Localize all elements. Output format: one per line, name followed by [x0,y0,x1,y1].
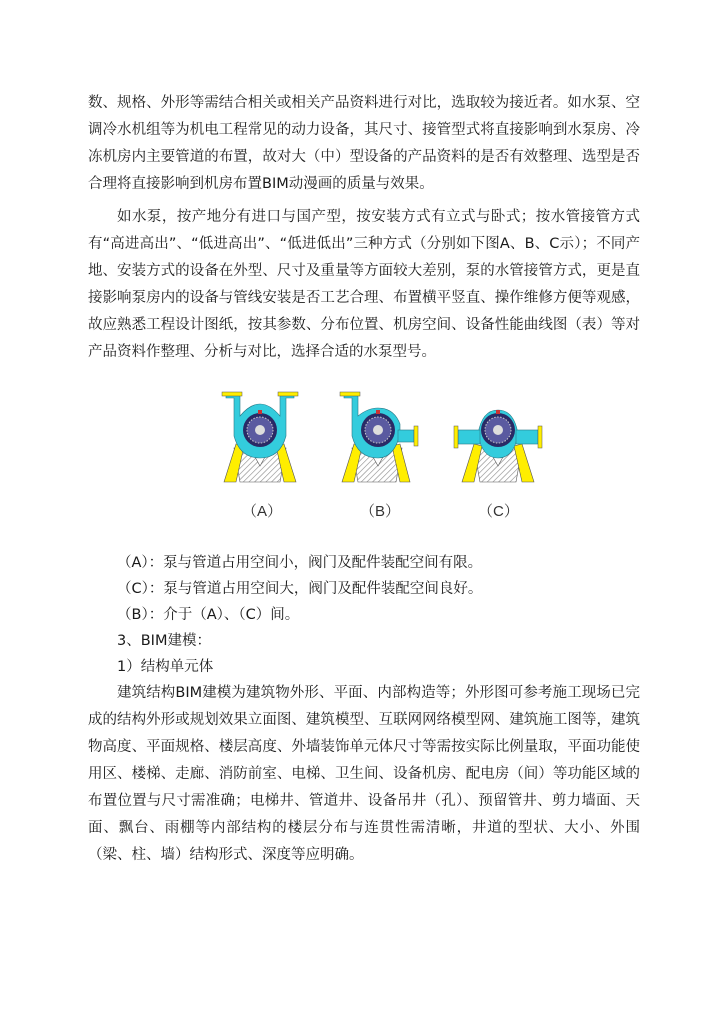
paragraph-3: 建筑结构BIM建模为建筑物外形、平面、内部构造等；外形图可参考施工现场已完成的结构外形或规划效果立面图、建筑模型、互联网网络模型网、建筑施工图等，建筑物高度、平面规格、楼层高度、外墙装饰单元体尺寸等需按实际比例量取，平面功能使用区、楼梯、走廊、消防前室、电梯、卫生间、设备机房、配电房（间）等功能区域的布置位置与尺寸需准确；电梯井、管道井、设备吊井（孔）、预留管井、剪力墙面、天面、飘台、雨棚等内部结构的楼层分布与连贯性需清晰，井道的型状、大小、外围（梁、柱、墙）结构形式、深度等应明确。 [88,685,640,863]
figure-caption-b: （B） [360,503,401,520]
section-heading: 3、BIM建模： [117,633,211,649]
paragraph-2: 如水泵，按产地分有进口与国产型，按安装方式有立式与卧式；按水管接管方式有“高进高出”、“低进高出”、“低进低出”三种方式（分别如下图A、B、C示）；不同产地、安装方式的设备在外型、尺寸及重量等方面较大差别，泵的水管接管方式，更是直接影响泵房内的设备与管线安装是否工艺合理、布置横平竖直、操作维修方便等观感，故应熟悉工程设计图纸，按其参数、分布位置、机房空间、设备性能曲线图（表）等对产品资料作整理、分析与对比，选择合适的水泵型号。 [88,209,640,360]
paragraph-1: 数、规格、外形等需结合相关或相关产品资料进行对比，选取较为接近者。如水泵、空调冷水机组等为机电工程常见的动力设备，其尺寸、接管型式将直接影响到水泵房、冷冻机房内主要管道的布置，故对大（中）型设备的产品资料的是否有效整理、选型是否合理将直接影响到机房布置BIM动漫画的质量与效果。 [88,95,640,192]
note-b: （B）：介于（A）、（C）间。 [117,607,300,623]
note-a: （A）：泵与管道占用空间小，阀门及配件装配空间有限。 [117,555,483,571]
figure-caption-c: （C） [478,503,519,520]
figure-caption-a: （A） [242,503,283,520]
subsection-heading: 1）结构单元体 [117,659,214,675]
pump-figure-a [220,386,300,486]
note-c: （C）：泵与管道占用空间大，阀门及配件装配空间良好。 [117,581,483,597]
pump-figure-b [338,386,420,486]
pump-figure-c [452,398,544,486]
